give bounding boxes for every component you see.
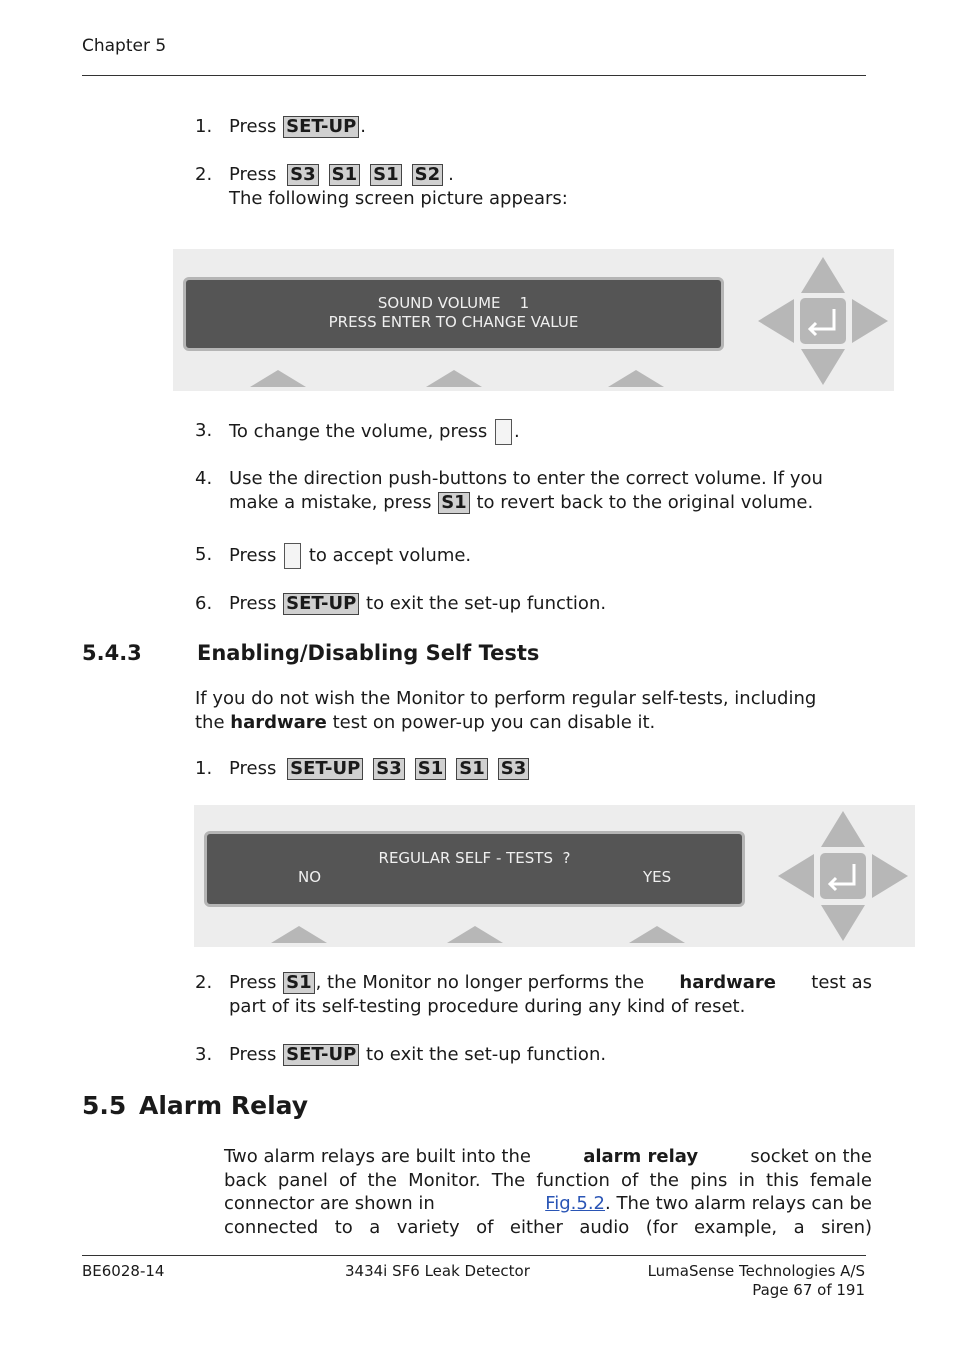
right-arrow-icon[interactable]: [852, 299, 888, 343]
section-title: Enabling/Disabling Self Tests: [197, 641, 540, 665]
section-paragraph: If you do not wish the Monitor to perform regular self-tests, including the hardware test on power-up you can disable it.: [195, 688, 817, 733]
lcd-line-1: REGULAR SELF - TESTS ?: [378, 849, 571, 867]
setup-key: SET-UP: [283, 1044, 359, 1066]
footer-page-number: Page 67 of 191: [752, 1281, 865, 1299]
lcd-line-2: PRESS ENTER TO CHANGE VALUE: [328, 313, 579, 331]
button-graphics: [194, 805, 915, 947]
enter-key-box: [495, 419, 512, 445]
setup-key: SET-UP: [283, 593, 359, 615]
enter-key-icon[interactable]: [820, 853, 866, 899]
s3-key: S3: [287, 164, 319, 186]
step-1-keys: Press SET-UP S3 S1 S1 S3: [229, 757, 534, 781]
lcd-line-1: SOUND VOLUME 1: [377, 294, 530, 312]
s1-key: S1: [415, 758, 447, 780]
footer-product: 3434i SF6 Leak Detector: [345, 1262, 530, 1280]
left-arrow-icon[interactable]: [778, 854, 814, 898]
s1-key: S1: [370, 164, 402, 186]
step-4-line-2: make a mistake, press S1 to revert back to the original volume.: [229, 492, 814, 513]
section-number: 5.5: [82, 1091, 127, 1120]
soft-key-1-icon[interactable]: [271, 926, 327, 943]
footer-rule: [82, 1255, 866, 1256]
step-number: 3.: [195, 1044, 213, 1065]
step-3-text: To change the volume, press .: [229, 419, 520, 445]
step-number: 2.: [195, 972, 213, 993]
footer-doc-id: BE6028-14: [82, 1262, 165, 1280]
enter-key-box: [284, 543, 301, 569]
step-number: 4.: [195, 468, 213, 489]
s1-key: S1: [283, 972, 315, 994]
lcd-yes-option: YES: [643, 868, 672, 886]
s3-key: S3: [373, 758, 405, 780]
soft-key-3-icon[interactable]: [629, 926, 685, 943]
section-number: 5.4.3: [82, 641, 142, 665]
step-2-subtext: The following screen picture appears:: [229, 188, 568, 209]
soft-key-2-icon[interactable]: [426, 370, 482, 387]
up-arrow-icon[interactable]: [821, 811, 865, 847]
footer-company: LumaSense Technologies A/S: [647, 1262, 865, 1280]
step-number: 3.: [195, 420, 213, 441]
s3-key: S3: [498, 758, 530, 780]
display-panel: [173, 249, 894, 391]
step-2-line-2: part of its self-testing procedure during any kind of reset.: [229, 996, 746, 1017]
step-number: 6.: [195, 593, 213, 614]
soft-key-3-icon[interactable]: [608, 370, 664, 387]
header-rule: [82, 75, 866, 76]
section-title: Alarm Relay: [139, 1091, 309, 1120]
chapter-header: Chapter 5: [82, 36, 167, 56]
figure-link[interactable]: Fig.5.2: [545, 1193, 606, 1214]
s2-key: S2: [412, 164, 444, 186]
setup-key: SET-UP: [287, 758, 363, 780]
enter-key-icon[interactable]: [800, 298, 846, 344]
display-panel: [194, 805, 915, 947]
step-number: 2.: [195, 164, 213, 185]
step-number: 1.: [195, 758, 213, 779]
s1-key: S1: [438, 492, 470, 514]
s1-key: S1: [329, 164, 361, 186]
setup-key: SET-UP: [283, 116, 359, 138]
lcd-no-option: NO: [298, 868, 322, 886]
step-6-text: Press SET-UP to exit the set-up function.: [229, 593, 607, 614]
up-arrow-icon[interactable]: [801, 257, 845, 293]
down-arrow-icon[interactable]: [801, 349, 845, 385]
step-number: 1.: [195, 116, 213, 137]
alarm-relay-paragraph: Two alarm relays are built into the alarm relay socket on the back panel of the Monitor. The function of the pins in this female connector are shown in Fig.5.2. The two alarm relays can be connected to a variety of either audio (for example, a siren): [224, 1146, 872, 1238]
step-number: 5.: [195, 544, 213, 565]
left-arrow-icon[interactable]: [758, 299, 794, 343]
step-4-line-1: Use the direction push-buttons to enter the correct volume. If you: [229, 468, 823, 489]
step-2-text: Press S3 S1 S1 S2 .: [229, 164, 454, 185]
step-1-text: Press SET-UP .: [229, 116, 367, 137]
step-5-text: Press to accept volume.: [229, 543, 471, 569]
s1-key: S1: [456, 758, 488, 780]
step-2-line-1: Press S1 , the Monitor no longer performs the hardware test as: [229, 972, 872, 993]
step-3-text: Press SET-UP to exit the set-up function.: [229, 1044, 607, 1065]
soft-key-2-icon[interactable]: [447, 926, 503, 943]
button-graphics: [173, 249, 894, 391]
down-arrow-icon[interactable]: [821, 905, 865, 941]
right-arrow-icon[interactable]: [872, 854, 908, 898]
soft-key-1-icon[interactable]: [250, 370, 306, 387]
